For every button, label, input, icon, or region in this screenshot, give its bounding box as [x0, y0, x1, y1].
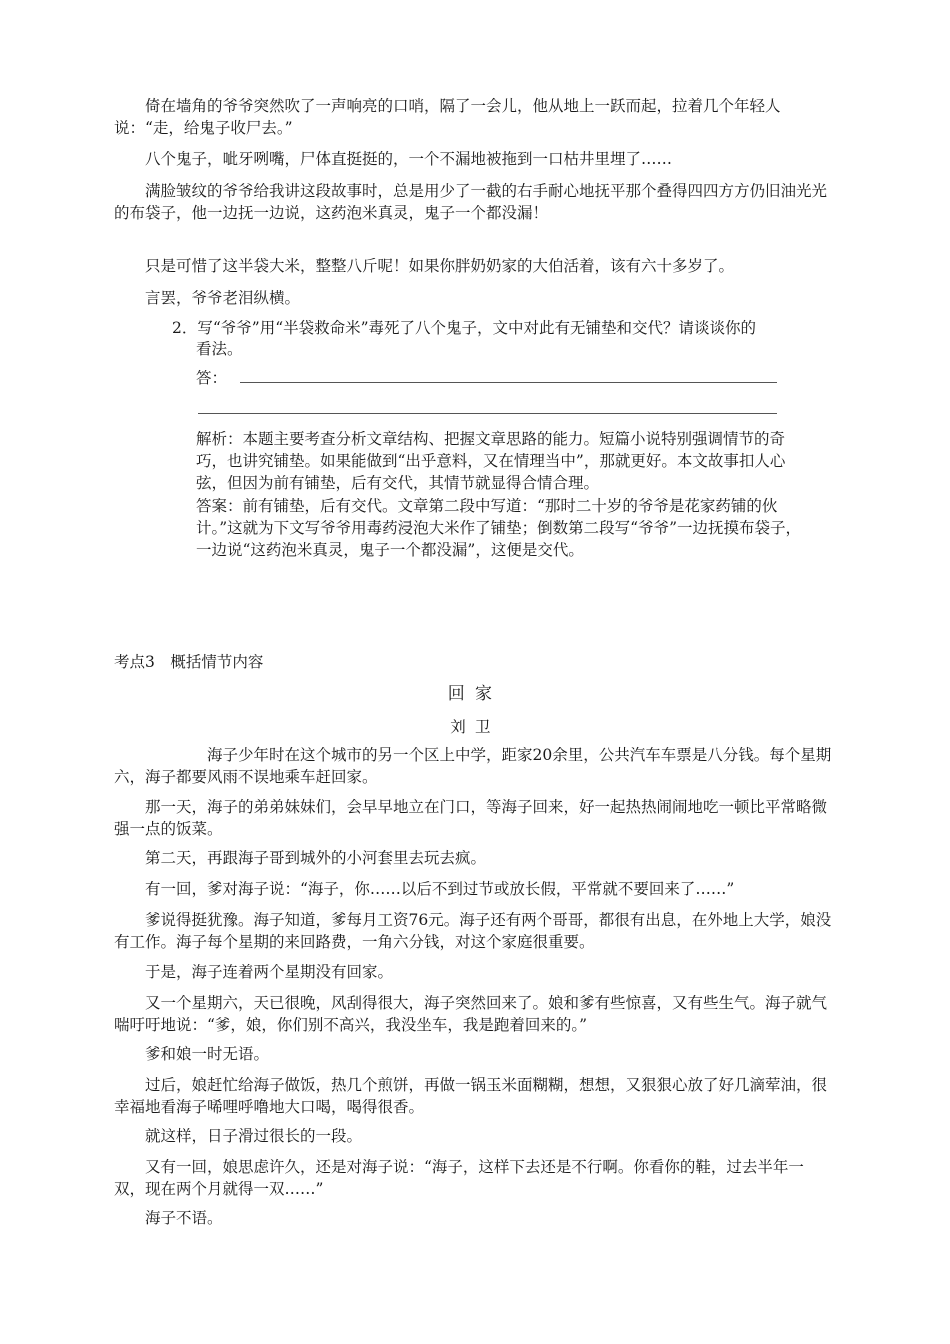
story-paragraph: 那一天，海子的弟弟妹妹们，会早早地立在门口，等海子回来，好一起热热闹闹地吃一顿比平常略微强一点的饭菜。 — [114, 798, 828, 838]
answer-text: 答案：前有铺垫，后有交代。文章第二段中写道：“那时二十岁的爷爷是花家药铺的伙计。”这就为下文写爷爷用毒药浸泡大米作了铺垫；倒数第二段写“爷爷”一边抚摸布袋子，一边说“这药泡米真灵，鬼子一个都没漏”，这便是交代。 — [196, 497, 802, 559]
analysis-text: 解析：本题主要考查分析文章结构、把握文章思路的能力。短篇小说特别强调情节的奇巧，也讲究铺垫。如果能做到“出乎意料，又在情理当中”，那就更好。本文故事扣人心弦，但因为前有铺垫，后有交代，其情节就显得合情合理。 — [196, 430, 786, 492]
answer-line[interactable] — [198, 413, 777, 414]
story-paragraph: 于是，海子连着两个星期没有回家。 — [145, 963, 394, 981]
question-text: 2．写“爷爷”用“半袋救命米”毒死了八个鬼子，文中对此有无铺垫和交代？请谈谈你的 — [172, 319, 757, 337]
story-paragraph: 八个鬼子，呲牙咧嘴，尸体直挺挺的，一个不漏地被拖到一口枯井里埋了…… — [145, 150, 673, 168]
story-paragraph: 第二天，再跟海子哥到城外的小河套里去玩去疯。 — [145, 849, 487, 867]
story-paragraph: 过后，娘赶忙给海子做饭，热几个煎饼，再做一锅玉米面糊糊，想想，又狠狠心放了好几滴荤油，很幸福地看海子唏哩呼噜地大口喝，喝得很香。 — [114, 1076, 828, 1116]
story-paragraph: 海子少年时在这个城市的另一个区上中学，距家20余里，公共汽车车票是八分钱。每个星期六，海子都要风雨不误地乘车赶回家。 — [114, 746, 832, 786]
story-paragraph: 爹说得挺犹豫。海子知道，爹每月工资76元。海子还有两个哥哥，都很有出息，在外地上大学，娘没有工作。海子每个星期的来回路费，一角六分钱，对这个家庭很重要。 — [114, 911, 832, 951]
question-text-continued: 看法。 — [196, 340, 243, 358]
story-paragraph: 又一个星期六，天已很晚，风刮得很大，海子突然回来了。娘和爹有些惊喜，又有些生气。海子就气喘吁吁地说：“爹，娘，你们别不高兴，我没坐车，我是跑着回来的。” — [114, 994, 828, 1034]
story-paragraph: 满脸皱纹的爷爷给我讲这段故事时，总是用少了一截的右手耐心地抚平那个叠得四四方方仍旧油光光的布袋子，他一边抚一边说，这药泡米真灵，鬼子一个都没漏！ — [114, 182, 828, 222]
story-paragraph: 言罢，爷爷老泪纵横。 — [145, 289, 301, 307]
story-paragraph: 有一回，爹对海子说：“海子，你……以后不到过节或放长假，平常就不要回来了……” — [145, 880, 735, 898]
story-paragraph: 只是可惜了这半袋大米，整整八斤呢！如果你胖奶奶家的大伯活着，该有六十多岁了。 — [145, 257, 735, 275]
story-paragraph: 爹和娘一时无语。 — [145, 1045, 270, 1063]
story-paragraph: 就这样，日子滑过很长的一段。 — [145, 1127, 363, 1145]
story-paragraph: 海子不语。 — [145, 1209, 223, 1227]
answer-line[interactable] — [240, 382, 777, 383]
section-heading: 考点3 概括情节内容 — [114, 653, 264, 671]
story-paragraph: 倚在墙角的爷爷突然吹了一声响亮的口哨，隔了一会儿，他从地上一跃而起，拉着几个年轻人说：“走，给鬼子收尸去。” — [114, 97, 781, 137]
answer-label: 答： — [196, 369, 228, 387]
story-title: 回家 — [447, 684, 503, 704]
story-paragraph: 又有一回，娘思虑许久，还是对海子说：“海子，这样下去还是不行啊。你看你的鞋，过去半年一双，现在两个月就得一双……” — [114, 1158, 804, 1198]
story-author: 刘卫 — [450, 718, 500, 736]
